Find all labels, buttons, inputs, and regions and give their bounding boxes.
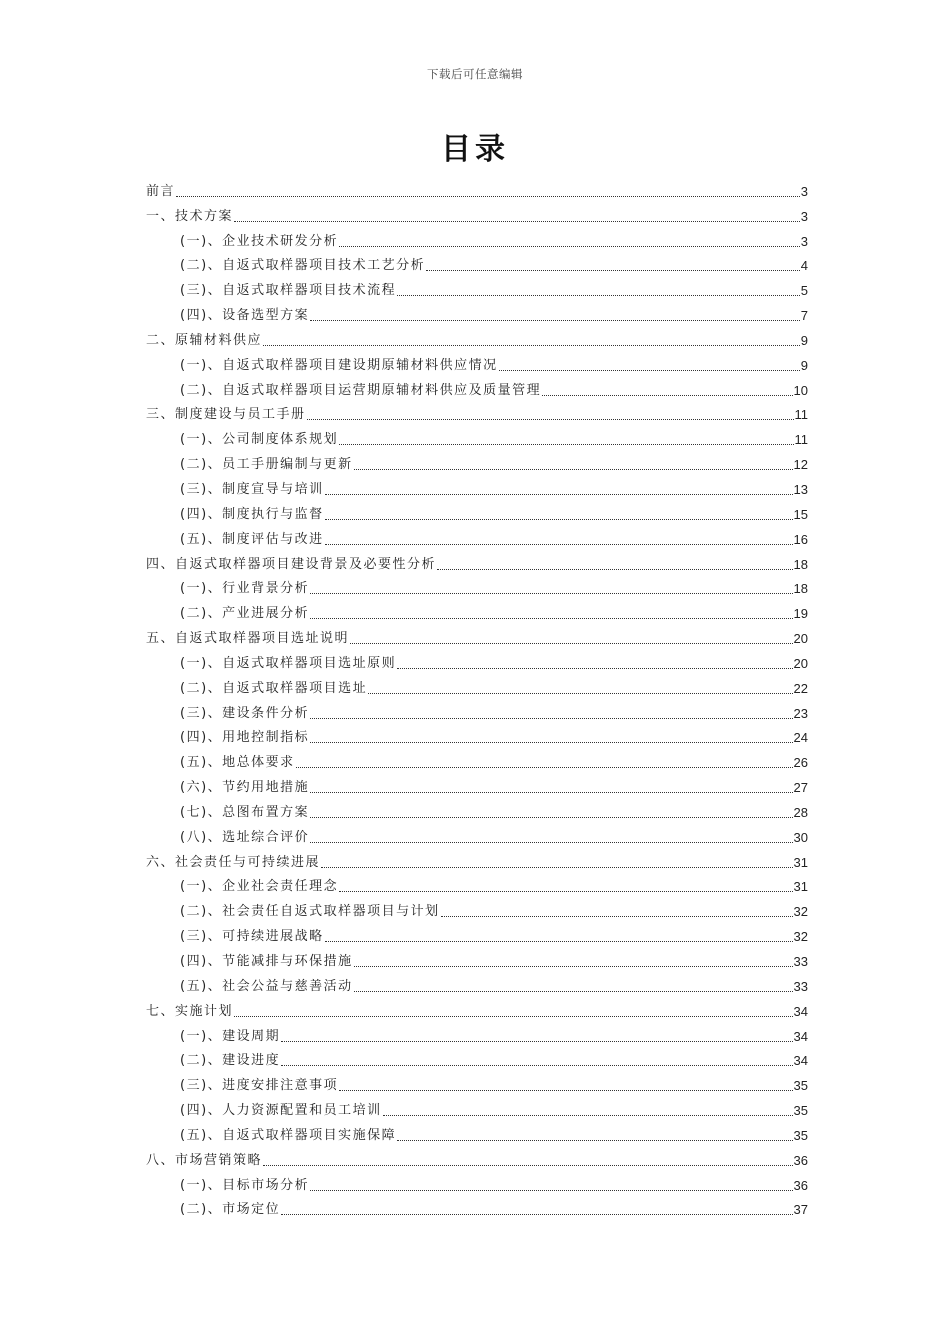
- toc-entry[interactable]: [146, 847, 808, 872]
- toc-dot-leader: [310, 320, 800, 321]
- toc-dot-leader: [321, 867, 793, 868]
- toc-entry-label: 五、自返式取样器项目选址说明: [146, 631, 350, 647]
- toc-entry[interactable]: [146, 350, 808, 375]
- toc-entry[interactable]: [146, 1195, 808, 1220]
- toc-entry-label: (二)、社会责任自返式取样器项目与计划: [180, 904, 440, 920]
- toc-entry-label: (四)、节能减排与环保措施: [180, 954, 353, 969]
- toc-entry[interactable]: [146, 300, 808, 325]
- toc-entry[interactable]: [146, 971, 808, 996]
- toc-entry[interactable]: [146, 226, 808, 251]
- toc-dot-leader: [296, 767, 793, 768]
- toc-entry[interactable]: [146, 648, 808, 673]
- toc-entry-page-number: 31: [793, 879, 808, 895]
- toc-entry-label: (三)、建设条件分析: [180, 705, 310, 721]
- toc-entry-page-number: 34: [793, 1053, 808, 1069]
- toc-dot-leader: [281, 1065, 792, 1066]
- toc-entry-label: (三)、进度安排注意事项: [180, 1078, 339, 1094]
- toc-dot-leader: [499, 370, 800, 371]
- table-of-contents: [146, 176, 808, 1219]
- toc-entry-label: (一)、建设周期: [180, 1028, 281, 1044]
- toc-entry-page-number: 18: [793, 581, 808, 597]
- toc-entry[interactable]: [146, 251, 808, 276]
- toc-dot-leader: [397, 668, 792, 669]
- toc-entry-page-number: 12: [793, 457, 808, 473]
- toc-entry[interactable]: [146, 375, 808, 400]
- toc-entry-page-number: 3: [800, 233, 808, 249]
- toc-dot-leader: [339, 891, 792, 892]
- toc-entry[interactable]: [146, 176, 808, 201]
- toc-dot-leader: [325, 494, 793, 495]
- toc-entry-page-number: 27: [793, 780, 808, 796]
- toc-entry-page-number: 9: [800, 332, 808, 348]
- toc-entry-page-number: 20: [793, 655, 808, 671]
- toc-entry-label: (二)、建设进度: [180, 1053, 281, 1069]
- toc-entry[interactable]: [146, 1021, 808, 1046]
- toc-entry-page-number: 33: [793, 954, 808, 969]
- toc-entry-page-number: 7: [800, 308, 808, 324]
- toc-entry-page-number: 34: [793, 1003, 808, 1019]
- toc-entry-page-number: 4: [800, 258, 808, 274]
- toc-dot-leader: [437, 569, 793, 570]
- toc-entry-label: 二、原辅材料供应: [146, 332, 263, 348]
- toc-entry[interactable]: [146, 747, 808, 772]
- toc-dot-leader: [426, 270, 800, 271]
- toc-entry[interactable]: [146, 946, 808, 971]
- toc-entry[interactable]: [146, 822, 808, 847]
- toc-entry-label: (八)、选址综合评价: [180, 829, 310, 845]
- toc-entry[interactable]: [146, 673, 808, 698]
- toc-entry[interactable]: [146, 449, 808, 474]
- toc-entry-page-number: 19: [793, 606, 808, 622]
- toc-entry[interactable]: [146, 772, 808, 797]
- toc-dot-leader: [310, 718, 792, 719]
- toc-entry-label: (一)、企业技术研发分析: [180, 233, 339, 249]
- toc-entry-label: (二)、产业进展分析: [180, 606, 310, 622]
- toc-entry-page-number: 35: [793, 1103, 808, 1119]
- toc-dot-leader: [325, 519, 793, 520]
- toc-entry-label: (六)、节约用地措施: [180, 780, 310, 796]
- toc-entry-page-number: 24: [793, 730, 808, 746]
- toc-entry[interactable]: [146, 1046, 808, 1071]
- toc-entry-label: (七)、总图布置方案: [180, 804, 310, 820]
- toc-entry-label: (一)、公司制度体系规划: [180, 432, 339, 448]
- toc-entry-label: 八、市场营销策略: [146, 1152, 263, 1168]
- toc-entry-page-number: 11: [794, 432, 808, 448]
- toc-entry-page-number: 20: [793, 631, 808, 647]
- toc-entry-label: (三)、可持续进展战略: [180, 929, 324, 945]
- toc-dot-leader: [339, 246, 800, 247]
- toc-dot-leader: [350, 643, 793, 644]
- toc-dot-leader: [383, 1115, 793, 1116]
- toc-entry-page-number: 30: [793, 829, 808, 845]
- toc-entry-label: (二)、自返式取样器项目选址: [180, 680, 368, 696]
- toc-entry-label: 一、技术方案: [146, 208, 234, 224]
- toc-entry-page-number: 37: [793, 1202, 808, 1218]
- toc-entry-label: (一)、自返式取样器项目建设期原辅材料供应情况: [180, 357, 498, 373]
- toc-entry-label: 四、自返式取样器项目建设背景及必要性分析: [146, 556, 437, 572]
- toc-entry[interactable]: [146, 275, 808, 300]
- toc-entry-label: 六、社会责任与可持续进展: [146, 854, 321, 870]
- toc-entry-label: (五)、制度评估与改进: [180, 531, 324, 547]
- toc-entry-page-number: 3: [800, 208, 808, 224]
- toc-dot-leader: [325, 941, 793, 942]
- toc-dot-leader: [542, 395, 792, 396]
- toc-entry[interactable]: [146, 598, 808, 623]
- toc-entry-label: (五)、自返式取样器项目实施保障: [180, 1127, 397, 1143]
- toc-dot-leader: [281, 1041, 792, 1042]
- toc-dot-leader: [310, 742, 792, 743]
- toc-dot-leader: [310, 618, 792, 619]
- toc-dot-leader: [354, 991, 793, 992]
- header-note: 下载后可任意编辑: [427, 67, 523, 81]
- toc-entry[interactable]: [146, 896, 808, 921]
- toc-entry-label: (五)、社会公益与慈善活动: [180, 978, 353, 994]
- toc-entry-label: (四)、人力资源配置和员工培训: [180, 1103, 382, 1119]
- toc-entry-page-number: 26: [793, 755, 808, 771]
- toc-dot-leader: [339, 444, 793, 445]
- toc-entry-page-number: 10: [793, 382, 808, 398]
- toc-entry-label: (一)、目标市场分析: [180, 1177, 310, 1193]
- toc-entry[interactable]: [146, 996, 808, 1021]
- toc-entry-label: (四)、设备选型方案: [180, 308, 310, 324]
- toc-entry-label: (三)、自返式取样器项目技术流程: [180, 283, 397, 299]
- toc-entry-page-number: 22: [793, 680, 808, 696]
- toc-entry-page-number: 32: [793, 904, 808, 920]
- toc-dot-leader: [310, 792, 792, 793]
- toc-entry[interactable]: [146, 921, 808, 946]
- toc-entry-page-number: 33: [793, 978, 808, 994]
- toc-dot-leader: [263, 1165, 793, 1166]
- toc-entry-label: (三)、制度宣导与培训: [180, 481, 324, 497]
- toc-entry-page-number: 5: [800, 283, 808, 299]
- toc-dot-leader: [397, 295, 800, 296]
- toc-entry-label: (一)、行业背景分析: [180, 581, 310, 597]
- toc-entry-label: (二)、市场定位: [180, 1202, 281, 1218]
- toc-dot-leader: [354, 469, 793, 470]
- toc-entry[interactable]: [146, 1145, 808, 1170]
- toc-entry-page-number: 18: [793, 556, 808, 572]
- toc-dot-leader: [310, 1190, 792, 1191]
- toc-entry-label: (四)、制度执行与监督: [180, 506, 324, 522]
- toc-entry[interactable]: [146, 474, 808, 499]
- toc-entry-page-number: 9: [800, 357, 808, 373]
- toc-entry-page-number: 35: [793, 1078, 808, 1094]
- toc-entry-label: (五)、地总体要求: [180, 755, 295, 771]
- toc-entry[interactable]: [146, 1095, 808, 1120]
- toc-entry-page-number: 3: [800, 183, 808, 199]
- toc-entry[interactable]: [146, 574, 808, 599]
- toc-dot-leader: [281, 1214, 792, 1215]
- toc-entry[interactable]: [146, 1120, 808, 1145]
- toc-entry-page-number: 35: [793, 1127, 808, 1143]
- toc-entry-label: (一)、企业社会责任理念: [180, 879, 339, 895]
- toc-entry[interactable]: [146, 524, 808, 549]
- toc-entry[interactable]: [146, 623, 808, 648]
- toc-dot-leader: [325, 544, 793, 545]
- toc-entry[interactable]: [146, 325, 808, 350]
- toc-entry[interactable]: [146, 723, 808, 748]
- toc-dot-leader: [307, 419, 794, 420]
- toc-entry-page-number: 16: [793, 531, 808, 547]
- toc-entry-page-number: 13: [793, 481, 808, 497]
- toc-dot-leader: [310, 593, 792, 594]
- toc-entry-label: 七、实施计划: [146, 1003, 234, 1019]
- toc-dot-leader: [234, 221, 800, 222]
- toc-entry[interactable]: [146, 424, 808, 449]
- toc-entry-page-number: 36: [793, 1177, 808, 1193]
- toc-entry[interactable]: [146, 872, 808, 897]
- toc-entry-page-number: 11: [794, 407, 808, 423]
- toc-dot-leader: [339, 1090, 792, 1091]
- toc-entry[interactable]: [146, 499, 808, 524]
- toc-entry-label: 三、制度建设与员工手册: [146, 407, 306, 423]
- page-title: 目录: [441, 132, 509, 167]
- toc-entry-label: (二)、自返式取样器项目技术工艺分析: [180, 258, 426, 274]
- toc-entry-page-number: 23: [793, 705, 808, 721]
- toc-entry-label: (四)、用地控制指标: [180, 730, 310, 746]
- toc-entry[interactable]: [146, 400, 808, 425]
- toc-entry[interactable]: [146, 549, 808, 574]
- toc-dot-leader: [263, 345, 800, 346]
- toc-entry-page-number: 36: [793, 1152, 808, 1168]
- toc-entry-page-number: 32: [793, 929, 808, 945]
- toc-entry[interactable]: [146, 698, 808, 723]
- toc-entry-label: 前言: [146, 183, 176, 199]
- toc-dot-leader: [354, 966, 793, 967]
- toc-entry-label: (二)、自返式取样器项目运营期原辅材料供应及质量管理: [180, 382, 542, 398]
- toc-entry[interactable]: [146, 1070, 808, 1095]
- toc-entry-page-number: 34: [793, 1028, 808, 1044]
- toc-entry-page-number: 15: [793, 506, 808, 522]
- toc-dot-leader: [368, 693, 792, 694]
- toc-entry[interactable]: [146, 201, 808, 226]
- toc-dot-leader: [310, 817, 792, 818]
- toc-dot-leader: [234, 1016, 793, 1017]
- toc-entry-page-number: 31: [793, 854, 808, 870]
- toc-entry[interactable]: [146, 797, 808, 822]
- toc-entry-label: (一)、自返式取样器项目选址原则: [180, 655, 397, 671]
- toc-dot-leader: [176, 196, 800, 197]
- toc-dot-leader: [397, 1140, 792, 1141]
- toc-dot-leader: [310, 842, 792, 843]
- toc-dot-leader: [441, 916, 793, 917]
- toc-entry[interactable]: [146, 1170, 808, 1195]
- toc-entry-label: (二)、员工手册编制与更新: [180, 457, 353, 473]
- toc-entry-page-number: 28: [793, 804, 808, 820]
